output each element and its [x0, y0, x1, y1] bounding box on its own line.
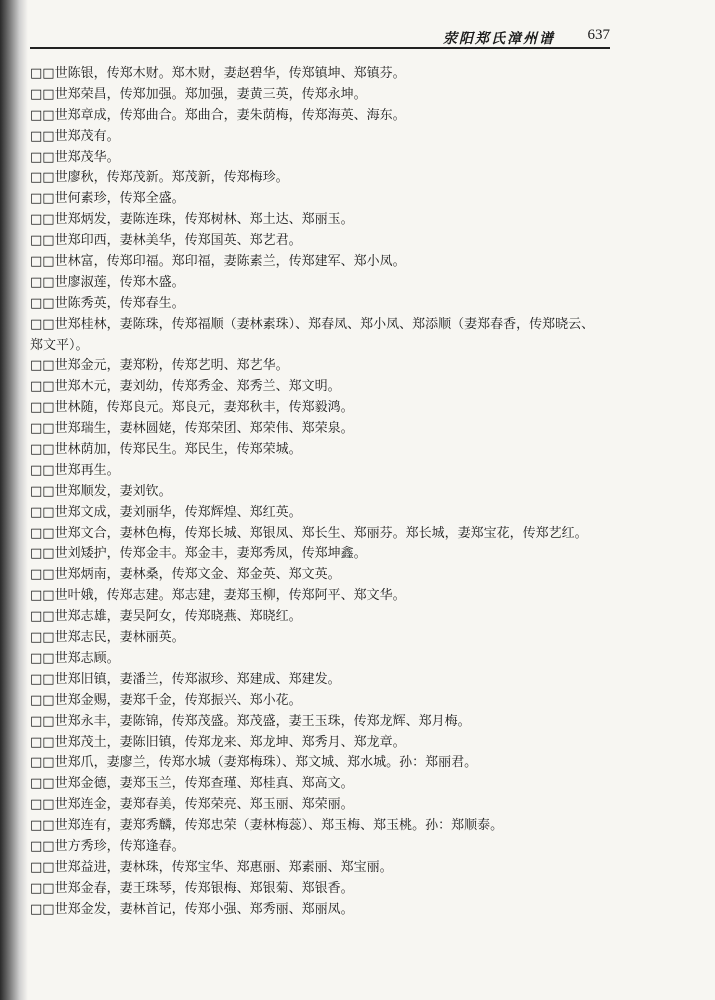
genealogy-line: □□世郑志民，妻林丽英。 [30, 630, 185, 646]
genealogy-line: □□世郑金发，妻林首记，传郑小强、郑秀丽、郑丽凤。 [30, 901, 354, 917]
genealogy-line: □□世郑桂林，妻陈珠，传郑福顺（妻林素珠）、郑春凤、郑小凤、郑添顺（妻郑春香，传郑晓云、 [30, 316, 595, 332]
genealogy-line: □□世林富，传郑印福。郑印福，妻陈素兰，传郑建军、郑小凤。 [30, 254, 406, 270]
genealogy-line: □□世郑木元，妻刘幼，传郑秀金、郑秀兰、郑文明。 [30, 379, 341, 395]
genealogy-line: □□世郑永丰，妻陈锦，传郑茂盛。郑茂盛，妻王玉珠，传郑龙辉、郑月梅。 [30, 713, 471, 729]
genealogy-line: □□世郑志雄，妻吴阿女，传郑晓燕、郑晓红。 [30, 609, 302, 625]
genealogy-line: □□世郑荣昌，传郑加强。郑加强，妻黄三英，传郑永坤。 [30, 86, 367, 102]
genealogy-line: □□世陈秀英，传郑春生。 [30, 295, 185, 311]
genealogy-line: □□世郑瑞生，妻林圆姥，传郑荣团、郑荣伟、郑荣泉。 [30, 421, 354, 437]
genealogy-line: □□世林荫加，传郑民生。郑民生，传郑荣城。 [30, 442, 302, 458]
genealogy-line: □□世郑章成，传郑曲合。郑曲合，妻朱荫梅，传郑海英、海东。 [30, 107, 406, 123]
book-title: 荥阳郑氏漳州谱 [443, 31, 555, 47]
genealogy-line: □□世郑再生。 [30, 462, 120, 478]
genealogy-line: □□世陈银，传郑木财。郑木财，妻赵碧华，传郑镇坤、郑镇芬。 [30, 66, 406, 81]
genealogy-line: □□世郑志顾。 [30, 650, 120, 666]
genealogy-line: □□世廖秋，传郑茂新。郑茂新，传郑梅珍。 [30, 170, 289, 186]
genealogy-line: □□世郑印西，妻林美华，传郑国英、郑艺君。 [30, 233, 302, 249]
genealogy-line: □□世郑金德，妻郑玉兰，传郑查瑾、郑桂真、郑高文。 [30, 776, 354, 792]
genealogy-entries [30, 64, 690, 921]
genealogy-line: □□世郑文合，妻林色梅，传郑长城、郑银凤、郑长生、郑丽芬。郑长城，妻郑宝花，传郑艺红。 [30, 525, 588, 541]
genealogy-line: □□世郑连金，妻郑春美，传郑荣亮、郑玉丽、郑荣丽。 [30, 797, 354, 813]
genealogy-line: □□世郑金元，妻郑粉，传郑艺明、郑艺华。 [30, 358, 289, 374]
genealogy-line: 郑文平）。 [30, 337, 89, 353]
genealogy-line: □□世郑旧镇，妻潘兰，传郑淑珍、郑建成、郑建发。 [30, 671, 341, 687]
genealogy-line: □□世郑益进，妻林珠，传郑宝华、郑惠丽、郑素丽、郑宝丽。 [30, 859, 393, 875]
genealogy-line: □□世叶娥，传郑志建。郑志建，妻郑玉柳，传郑阿平、郑文华。 [30, 588, 406, 604]
genealogy-line: □□世何素珍，传郑全盛。 [30, 191, 185, 207]
genealogy-line: □□世郑茂土，妻陈旧镇，传郑龙来、郑龙坤、郑秀月、郑龙章。 [30, 734, 406, 750]
genealogy-line: □□世郑顺发，妻刘钦。 [30, 483, 172, 499]
genealogy-line: □□世郑茂有。 [30, 128, 120, 144]
header-rule [30, 47, 610, 49]
book-binding-shadow [0, 0, 28, 1000]
genealogy-line: □□世林随，传郑良元。郑良元，妻郑秋丰，传郑毅鸿。 [30, 400, 354, 416]
genealogy-line: □□世郑炳发，妻陈连珠，传郑树林、郑土达、郑丽玉。 [30, 212, 354, 228]
genealogy-line: □□世郑金赐，妻郑千金，传郑振兴、郑小花。 [30, 692, 302, 708]
genealogy-line: □□世郑爪，妻廖兰，传郑水城（妻郑梅珠）、郑文城、郑水城。孙：郑丽君。 [30, 755, 478, 771]
genealogy-line: □□世方秀珍，传郑逢春。 [30, 838, 185, 854]
genealogy-line: □□世郑金春，妻王珠琴，传郑银梅、郑银菊、郑银香。 [30, 880, 354, 896]
page-header [30, 28, 610, 58]
genealogy-line: □□世郑连有，妻郑秀麟，传郑忠荣（妻林梅蕊）、郑玉梅、郑玉桃。孙：郑顺泰。 [30, 818, 504, 834]
genealogy-line: □□世郑茂华。 [30, 149, 120, 165]
genealogy-line: □□世郑文成，妻刘丽华，传郑辉煌、郑红英。 [30, 504, 302, 520]
genealogy-line: □□世廖淑莲，传郑木盛。 [30, 274, 185, 290]
genealogy-line: □□世刘矮护，传郑金丰。郑金丰，妻郑秀凤，传郑坤鑫。 [30, 546, 367, 562]
genealogy-line: □□世郑炳南，妻林桑，传郑文金、郑金英、郑文英。 [30, 567, 341, 583]
page-number: 637 [587, 27, 610, 43]
